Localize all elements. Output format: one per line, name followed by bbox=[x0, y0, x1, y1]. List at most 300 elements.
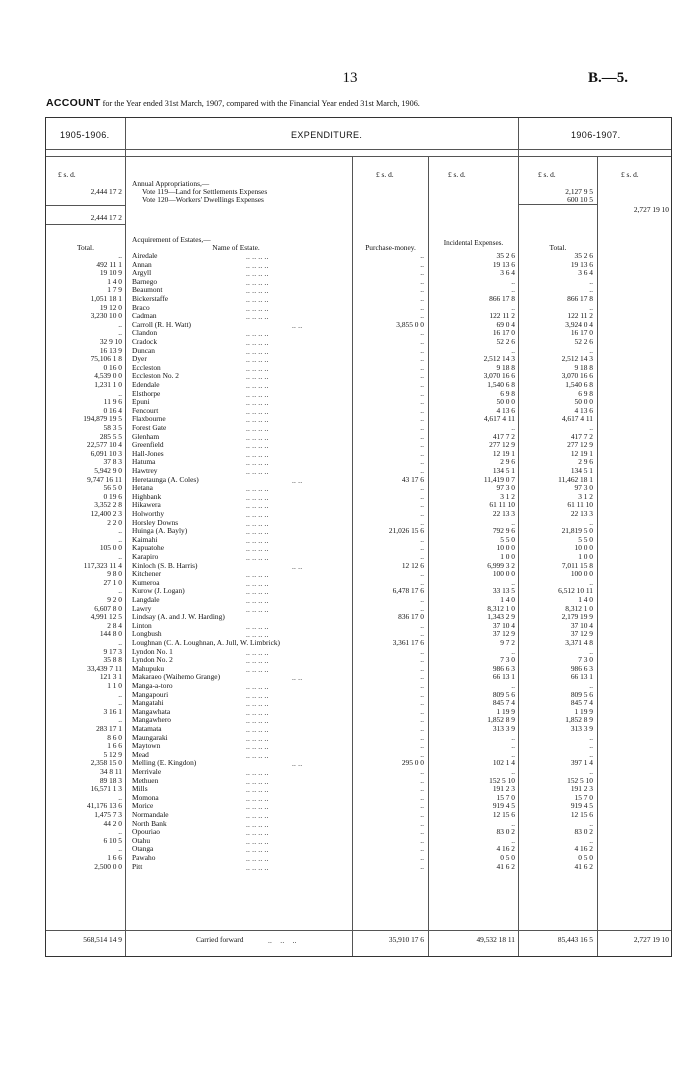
curr-year-total: .. bbox=[589, 767, 593, 776]
purchase-money: .. bbox=[420, 276, 424, 286]
leader-dots: .. .. .. .. bbox=[246, 415, 269, 425]
estate-name: Elsthorpe bbox=[132, 388, 161, 398]
leader-dots: .. .. .. .. bbox=[246, 363, 269, 373]
curr-year-total: .. bbox=[589, 835, 593, 845]
prev-year-total: 0 19 6 bbox=[103, 491, 122, 501]
curr-year-total: 986 6 3 bbox=[570, 663, 593, 673]
col-purchase-money: Purchase-money. bbox=[365, 243, 416, 252]
leader-dots: .. .. .. .. bbox=[246, 389, 269, 399]
prev-year-total: 37 8 3 bbox=[103, 457, 122, 467]
curr-year-total: 277 12 9 bbox=[567, 440, 593, 450]
curr-year-total: .. bbox=[589, 749, 593, 759]
page-number: 13 bbox=[342, 70, 358, 86]
purchase-money: 3,361 17 6 bbox=[392, 638, 424, 647]
incidental-expenses: 1 4 0 bbox=[500, 595, 515, 604]
leader-dots: .. .. .. .. bbox=[246, 630, 269, 640]
purchase-money: .. bbox=[420, 354, 424, 364]
estate-name: Maungaraki bbox=[132, 732, 168, 742]
incidental-expenses: .. bbox=[511, 749, 515, 759]
curr-year-total: 12 19 1 bbox=[570, 448, 593, 458]
estate-name: Lindsay (A. and J. W. Harding) bbox=[132, 612, 225, 622]
curr-year-total: 919 4 5 bbox=[570, 801, 593, 811]
purchase-money: .. bbox=[420, 689, 424, 699]
prev-year-total: 2,500 0 0 bbox=[94, 861, 122, 871]
leader-dots: .. .. bbox=[292, 561, 303, 571]
curr-year-total: 9 18 8 bbox=[574, 362, 593, 372]
estates-label: Acquirement of Estates,— bbox=[132, 235, 211, 244]
leader-dots: .. .. .. .. bbox=[246, 424, 269, 433]
prev-year-total: .. bbox=[118, 328, 122, 338]
prev-year-total: 1 6 6 bbox=[107, 741, 122, 751]
leader-dots: .. .. .. .. bbox=[246, 346, 269, 356]
purchase-money: 12 12 6 bbox=[401, 560, 424, 570]
incidental-expenses: 417 7 2 bbox=[492, 431, 515, 441]
purchase-money: .. bbox=[420, 509, 424, 518]
curr-year-total: 2,512 14 3 bbox=[561, 354, 593, 364]
incidental-expenses: .. bbox=[511, 767, 515, 776]
ld-header-incidental: £ s. d. bbox=[448, 170, 466, 179]
purchase-money: .. bbox=[420, 491, 424, 501]
prev-year-total: 27 1 0 bbox=[103, 577, 122, 587]
estate-name: Mangawhero bbox=[132, 715, 171, 725]
prev-year-total: 283 17 1 bbox=[96, 724, 122, 733]
prev-year-total: 4,991 12 5 bbox=[90, 612, 122, 622]
curr-year-total: 1 0 0 bbox=[578, 552, 593, 561]
estate-name: Airedale bbox=[132, 251, 158, 260]
purchase-money: .. bbox=[420, 844, 424, 854]
curr-year-total: 1 19 9 bbox=[574, 706, 593, 716]
prev-year-total: .. bbox=[118, 792, 122, 802]
prev-year-total: 19 10 9 bbox=[99, 268, 122, 278]
purchase-money: .. bbox=[420, 431, 424, 441]
vote-120-curr: 600 10 5 bbox=[567, 195, 593, 204]
prev-year-total: 9 8 0 bbox=[107, 569, 122, 579]
expenditure-table bbox=[45, 117, 672, 957]
incidental-expenses: 809 5 6 bbox=[492, 689, 515, 699]
purchase-money: .. bbox=[420, 423, 424, 432]
col-total-left: Total. bbox=[77, 243, 94, 252]
purchase-money: .. bbox=[420, 302, 424, 312]
estate-name: Linton bbox=[132, 620, 152, 630]
incidental-expenses: .. bbox=[511, 423, 515, 432]
prev-year-total: .. bbox=[118, 388, 122, 398]
incidental-expenses: 845 7 4 bbox=[492, 698, 515, 708]
leader-dots: .. .. .. .. bbox=[246, 544, 269, 554]
prev-year-total: 117,323 11 4 bbox=[83, 560, 122, 570]
prev-year-total: 75,106 1 8 bbox=[90, 354, 122, 364]
curr-year-total: .. bbox=[589, 345, 593, 355]
incidental-expenses: 16 17 0 bbox=[492, 328, 515, 338]
leader-dots: .. .. .. .. bbox=[246, 510, 269, 519]
estate-name: Highbank bbox=[132, 491, 162, 501]
leader-dots: .. .. .. .. bbox=[246, 768, 269, 777]
curr-year-total: .. bbox=[589, 646, 593, 656]
incidental-expenses: 41 6 2 bbox=[496, 861, 515, 871]
incidental-expenses: 122 11 2 bbox=[489, 311, 515, 321]
ld-header-left: £ s. d. bbox=[58, 170, 76, 179]
prev-year-total: .. bbox=[118, 251, 122, 260]
estate-name: Lyndon No. 2 bbox=[132, 655, 173, 665]
estate-name: Kumeroa bbox=[132, 577, 160, 587]
purchase-money: .. bbox=[420, 268, 424, 278]
purchase-money: .. bbox=[420, 715, 424, 725]
leader-dots: .. .. .. .. bbox=[246, 596, 269, 605]
ld-header-far: £ s. d. bbox=[621, 170, 639, 179]
estate-name: Cradock bbox=[132, 337, 158, 346]
prev-year-total: .. bbox=[118, 698, 122, 708]
leader-dots: .. .. .. .. bbox=[246, 492, 269, 502]
estate-name: Manga-a-toro bbox=[132, 681, 173, 690]
curr-year-total: 5 5 0 bbox=[578, 534, 593, 544]
curr-year-total: 809 5 6 bbox=[570, 689, 593, 699]
curr-year-total: 122 11 2 bbox=[567, 311, 593, 321]
purchase-money: .. bbox=[420, 259, 424, 269]
vote-120-label: Vote 120—Workers' Dwellings Expenses bbox=[142, 195, 264, 204]
purchase-money: .. bbox=[420, 337, 424, 346]
incidental-expenses: 50 0 0 bbox=[496, 397, 515, 407]
estate-name: Opouriao bbox=[132, 827, 160, 837]
estate-name: Maytown bbox=[132, 741, 161, 751]
curr-year-total: 2,179 19 9 bbox=[561, 612, 593, 622]
purchase-money: .. bbox=[420, 328, 424, 338]
curr-year-total: 134 5 1 bbox=[570, 466, 593, 475]
year-right-label: 1906-1907. bbox=[571, 130, 621, 140]
prev-year-total: 1 1 0 bbox=[107, 681, 122, 690]
estate-name: Langdale bbox=[132, 595, 160, 604]
incidental-expenses: .. bbox=[511, 741, 515, 751]
curr-year-total: 2 9 6 bbox=[578, 457, 593, 467]
vote-119-curr: 2,127 9 5 bbox=[565, 187, 593, 196]
curr-year-total: 19 13 6 bbox=[570, 259, 593, 269]
leader-dots: .. .. .. .. bbox=[246, 449, 269, 459]
incidental-expenses: 11,419 0 7 bbox=[483, 474, 515, 484]
curr-year-total: 12 15 6 bbox=[570, 810, 593, 819]
estate-name: Eccleston No. 2 bbox=[132, 371, 179, 381]
prev-year-total: .. bbox=[118, 534, 122, 544]
purchase-money: .. bbox=[420, 629, 424, 639]
leader-dots: .. .. .. .. bbox=[246, 836, 269, 846]
purchase-money: .. bbox=[420, 663, 424, 673]
prev-year-total: 89 18 3 bbox=[99, 775, 122, 785]
carried-forward-leaders: .. .. .. bbox=[268, 936, 297, 945]
prev-year-total: 285 5 5 bbox=[99, 431, 122, 441]
curr-year-total: 97 3 0 bbox=[574, 483, 593, 493]
curr-year-total: 845 7 4 bbox=[570, 698, 593, 708]
incidental-expenses: 1,852 8 9 bbox=[487, 715, 515, 725]
leader-dots: .. .. .. .. bbox=[246, 690, 269, 700]
purchase-money: .. bbox=[420, 483, 424, 493]
ld-header-purchase: £ s. d. bbox=[376, 170, 394, 179]
curr-year-total: 10 0 0 bbox=[574, 543, 593, 553]
purchase-money: .. bbox=[420, 362, 424, 372]
incidental-expenses: 19 13 6 bbox=[492, 259, 515, 269]
col-rule-left bbox=[125, 118, 126, 956]
prev-year-total: 9 17 3 bbox=[103, 646, 122, 656]
prev-year-total: 32 9 10 bbox=[99, 337, 122, 346]
incidental-expenses: 4 13 6 bbox=[496, 405, 515, 415]
incidental-expenses: .. bbox=[511, 818, 515, 828]
leader-dots: .. .. .. .. bbox=[246, 776, 269, 786]
incidental-expenses: 100 0 0 bbox=[492, 569, 515, 579]
leader-dots: .. .. .. .. bbox=[246, 716, 269, 726]
purchase-money: .. bbox=[420, 517, 424, 527]
estate-name: Horsley Downs bbox=[132, 517, 179, 527]
leader-dots: .. .. .. .. bbox=[246, 647, 269, 657]
prev-year-total: 35 8 8 bbox=[103, 655, 122, 665]
estate-name: Hawtrey bbox=[132, 466, 158, 475]
incidental-expenses: 12 19 1 bbox=[492, 448, 515, 458]
incidental-expenses: 3,070 16 6 bbox=[483, 371, 515, 381]
prev-year-total: 44 2 0 bbox=[103, 818, 122, 828]
prev-year-total: 3 16 1 bbox=[103, 706, 122, 716]
incidental-expenses: 5 5 0 bbox=[500, 534, 515, 544]
leader-dots: .. .. .. .. bbox=[246, 785, 269, 795]
estate-name: Morice bbox=[132, 801, 154, 811]
curr-year-total: 3 6 4 bbox=[578, 268, 593, 278]
prev-year-total: .. bbox=[118, 715, 122, 725]
incidental-expenses: 61 11 10 bbox=[489, 500, 515, 510]
estate-name: Holworthy bbox=[132, 509, 165, 518]
curr-year-total: .. bbox=[589, 276, 593, 286]
estate-name: Beaumont bbox=[132, 285, 163, 295]
ld-header-total: £ s. d. bbox=[538, 170, 556, 179]
leader-dots: .. .. .. .. bbox=[246, 260, 269, 270]
purchase-money: .. bbox=[420, 405, 424, 415]
curr-year-total: 4 16 2 bbox=[574, 844, 593, 854]
incidental-expenses: 986 6 3 bbox=[492, 663, 515, 673]
prev-year-total: 1,475 7 3 bbox=[94, 810, 122, 819]
incidental-expenses: 134 5 1 bbox=[492, 466, 515, 475]
prev-year-total: 1,231 1 0 bbox=[94, 380, 122, 389]
estate-name: North Bank bbox=[132, 818, 167, 828]
incidental-expenses: 4 16 2 bbox=[496, 844, 515, 854]
appropriations-subtotal-curr: 2,727 19 10 bbox=[633, 205, 669, 214]
subtotal-rule-left bbox=[46, 205, 125, 206]
carried-forward-purchase: 35,910 17 6 bbox=[388, 935, 424, 944]
prev-year-total: 3,230 10 0 bbox=[90, 311, 122, 321]
estate-name: Mahupuku bbox=[132, 663, 165, 673]
leader-dots: .. .. .. .. bbox=[246, 432, 269, 442]
incidental-expenses: .. bbox=[511, 276, 515, 286]
account-title: ACCOUNT bbox=[46, 97, 101, 109]
header-rule-2 bbox=[46, 156, 671, 157]
leader-dots: .. .. .. .. bbox=[246, 467, 269, 476]
col-rule-far bbox=[597, 156, 598, 956]
curr-year-total: .. bbox=[589, 732, 593, 742]
estate-name: Mangapouri bbox=[132, 689, 169, 699]
curr-year-total: 866 17 8 bbox=[567, 294, 593, 303]
incidental-expenses: 2,512 14 3 bbox=[483, 354, 515, 364]
prev-year-total: 16 13 9 bbox=[99, 345, 122, 355]
leader-dots: .. .. .. .. bbox=[246, 286, 269, 296]
incidental-expenses: 1,540 6 8 bbox=[487, 380, 515, 389]
incidental-expenses: .. bbox=[511, 646, 515, 656]
incidental-expenses: 919 4 5 bbox=[492, 801, 515, 811]
leader-dots: .. .. .. .. bbox=[246, 518, 269, 528]
curr-year-total: 1 4 0 bbox=[578, 595, 593, 604]
estate-name: Methuen bbox=[132, 775, 159, 785]
purchase-money: .. bbox=[420, 698, 424, 708]
purchase-money: .. bbox=[420, 311, 424, 321]
incidental-expenses: .. bbox=[511, 517, 515, 527]
incidental-expenses: 69 0 4 bbox=[496, 319, 515, 329]
purchase-money: .. bbox=[420, 706, 424, 716]
purchase-money: .. bbox=[420, 543, 424, 553]
estate-name: Greenfield bbox=[132, 440, 164, 450]
purchase-money: .. bbox=[420, 371, 424, 381]
estate-name: Lyndon No. 1 bbox=[132, 646, 173, 656]
curr-year-total: 61 11 10 bbox=[567, 500, 593, 510]
purchase-money: .. bbox=[420, 294, 424, 303]
appropriations-subtotal-prev: 2,444 17 2 bbox=[90, 213, 122, 222]
curr-year-total: 16 17 0 bbox=[570, 328, 593, 338]
leader-dots: .. .. .. .. bbox=[246, 707, 269, 717]
estate-name: Duncan bbox=[132, 345, 155, 355]
header-rule bbox=[46, 149, 671, 150]
curr-year-total: 35 2 6 bbox=[574, 251, 593, 260]
prev-year-total: .. bbox=[118, 319, 122, 329]
estate-name: Kapuatohe bbox=[132, 543, 165, 553]
leader-dots: .. .. .. .. bbox=[246, 269, 269, 279]
incidental-expenses: 313 3 9 bbox=[492, 724, 515, 733]
purchase-money: .. bbox=[420, 380, 424, 389]
leader-dots: .. .. .. .. bbox=[246, 570, 269, 580]
curr-year-total: 397 1 4 bbox=[570, 758, 593, 768]
carried-rule-top bbox=[46, 930, 671, 931]
purchase-money: .. bbox=[420, 853, 424, 862]
purchase-money: 6,478 17 6 bbox=[392, 586, 424, 596]
curr-year-total: 152 5 10 bbox=[567, 775, 593, 785]
curr-year-total: 11,462 18 1 bbox=[558, 474, 593, 484]
leader-dots: .. .. .. .. bbox=[246, 295, 269, 304]
carried-forward-far: 2,727 19 10 bbox=[633, 935, 669, 944]
prev-year-total: 6,091 10 3 bbox=[90, 448, 122, 458]
estate-name: Melling (E. Kingdon) bbox=[132, 758, 197, 768]
purchase-money: .. bbox=[420, 792, 424, 802]
prev-year-total: .. bbox=[118, 552, 122, 561]
curr-year-total: 6,512 10 11 bbox=[558, 586, 593, 596]
estate-name: Carroll (R. H. Watt) bbox=[132, 319, 191, 329]
leader-dots: .. .. .. .. bbox=[246, 578, 269, 588]
purchase-money: .. bbox=[420, 672, 424, 682]
leader-dots: .. .. .. .. bbox=[246, 501, 269, 511]
prev-year-total: 22,577 10 4 bbox=[86, 440, 122, 450]
estate-name: Bickerstaffe bbox=[132, 294, 168, 303]
purchase-money: .. bbox=[420, 861, 424, 871]
purchase-money: .. bbox=[420, 818, 424, 828]
incidental-expenses: 7 3 0 bbox=[500, 655, 515, 665]
prev-year-total: 194,879 19 5 bbox=[83, 414, 122, 424]
purchase-money: .. bbox=[420, 397, 424, 407]
leader-dots: .. .. .. .. bbox=[246, 828, 269, 838]
incidental-expenses: 52 2 6 bbox=[496, 337, 515, 346]
leader-dots: .. .. .. .. bbox=[246, 338, 269, 347]
estate-name: Eccleston bbox=[132, 362, 161, 372]
incidental-expenses: 9 7 2 bbox=[500, 638, 515, 647]
incidental-expenses: 97 3 0 bbox=[496, 483, 515, 493]
curr-year-total: 3 1 2 bbox=[578, 491, 593, 501]
prev-year-total: 9,747 16 11 bbox=[87, 474, 122, 484]
carried-forward-prev: 568,514 14 9 bbox=[83, 935, 122, 944]
estate-name: Barnego bbox=[132, 276, 158, 286]
curr-year-total: 21,819 5 0 bbox=[561, 526, 593, 536]
leader-dots: .. .. .. .. bbox=[246, 406, 269, 416]
prev-year-total: 144 8 0 bbox=[99, 629, 122, 639]
incidental-expenses: 4,617 4 11 bbox=[483, 414, 515, 424]
estate-name: Lawry bbox=[132, 603, 152, 613]
prev-year-total: 0 16 0 bbox=[103, 362, 122, 372]
estate-name: Pawaho bbox=[132, 853, 156, 862]
curr-year-total: .. bbox=[589, 423, 593, 432]
prev-year-total: 4,539 0 0 bbox=[94, 371, 122, 381]
prev-year-total: 492 11 1 bbox=[96, 259, 122, 269]
purchase-money: .. bbox=[420, 741, 424, 751]
leader-dots: .. .. .. .. bbox=[246, 862, 269, 872]
curr-year-total: 313 3 9 bbox=[570, 724, 593, 733]
expenditure-label: EXPENDITURE. bbox=[291, 130, 363, 140]
curr-year-total: .. bbox=[589, 577, 593, 587]
leader-dots: .. .. .. .. bbox=[246, 819, 269, 829]
estate-name: Otanga bbox=[132, 844, 154, 854]
leader-dots: .. .. bbox=[292, 673, 303, 683]
curr-year-total: 1,540 6 8 bbox=[565, 380, 593, 389]
purchase-money: .. bbox=[420, 500, 424, 510]
purchase-money: .. bbox=[420, 448, 424, 458]
prev-year-total: 8 6 0 bbox=[107, 732, 122, 742]
purchase-money: .. bbox=[420, 749, 424, 759]
leader-dots: .. .. .. .. bbox=[246, 527, 269, 537]
estate-name: Heretaunga (A. Coles) bbox=[132, 474, 199, 484]
leader-dots: .. .. .. .. bbox=[246, 604, 269, 614]
leader-dots: .. .. .. .. bbox=[246, 553, 269, 562]
appropriations-label: Annual Appropriations,— bbox=[132, 179, 210, 188]
curr-year-total: 191 2 3 bbox=[570, 784, 593, 794]
purchase-money: .. bbox=[420, 767, 424, 776]
incidental-expenses: 15 7 0 bbox=[496, 792, 515, 802]
prev-year-total: 1 6 6 bbox=[107, 853, 122, 862]
curr-year-total: 50 0 0 bbox=[574, 397, 593, 407]
estate-name: Loughnan (C. A. Loughnan, A. Jull, W. Limbrick) bbox=[132, 638, 281, 647]
incidental-expenses: 10 0 0 bbox=[496, 543, 515, 553]
purchase-money: .. bbox=[420, 646, 424, 656]
estate-name: Karapiro bbox=[132, 552, 159, 561]
col-total-right: Total. bbox=[549, 243, 567, 252]
incidental-expenses: 0 5 0 bbox=[500, 853, 515, 862]
curr-year-total: 15 7 0 bbox=[574, 792, 593, 802]
subtotal-rule-right bbox=[519, 204, 597, 205]
purchase-money: .. bbox=[420, 569, 424, 579]
incidental-expenses: 66 13 1 bbox=[492, 672, 515, 682]
incidental-expenses: 2 9 6 bbox=[500, 457, 515, 467]
curr-year-total: 37 10 4 bbox=[570, 620, 593, 630]
incidental-expenses: 152 5 10 bbox=[489, 775, 515, 785]
leader-dots: .. .. bbox=[292, 320, 303, 330]
estate-name: Merrivale bbox=[132, 767, 162, 776]
estate-name: Hikawera bbox=[132, 500, 161, 510]
incidental-expenses: 866 17 8 bbox=[489, 294, 515, 303]
incidental-expenses: 37 12 9 bbox=[492, 629, 515, 639]
purchase-money: 21,026 15 6 bbox=[388, 526, 424, 536]
curr-year-total: .. bbox=[589, 681, 593, 690]
incidental-expenses: 1 0 0 bbox=[500, 552, 515, 561]
leader-dots: .. .. .. .. bbox=[246, 441, 269, 451]
curr-year-total: 37 12 9 bbox=[570, 629, 593, 639]
curr-year-total: 7 3 0 bbox=[578, 655, 593, 665]
prev-year-total: .. bbox=[118, 586, 122, 596]
prev-year-total: 2,358 15 0 bbox=[90, 758, 122, 768]
leader-dots: .. .. .. .. bbox=[246, 664, 269, 674]
estate-name: Kinloch (S. B. Harris) bbox=[132, 560, 198, 570]
